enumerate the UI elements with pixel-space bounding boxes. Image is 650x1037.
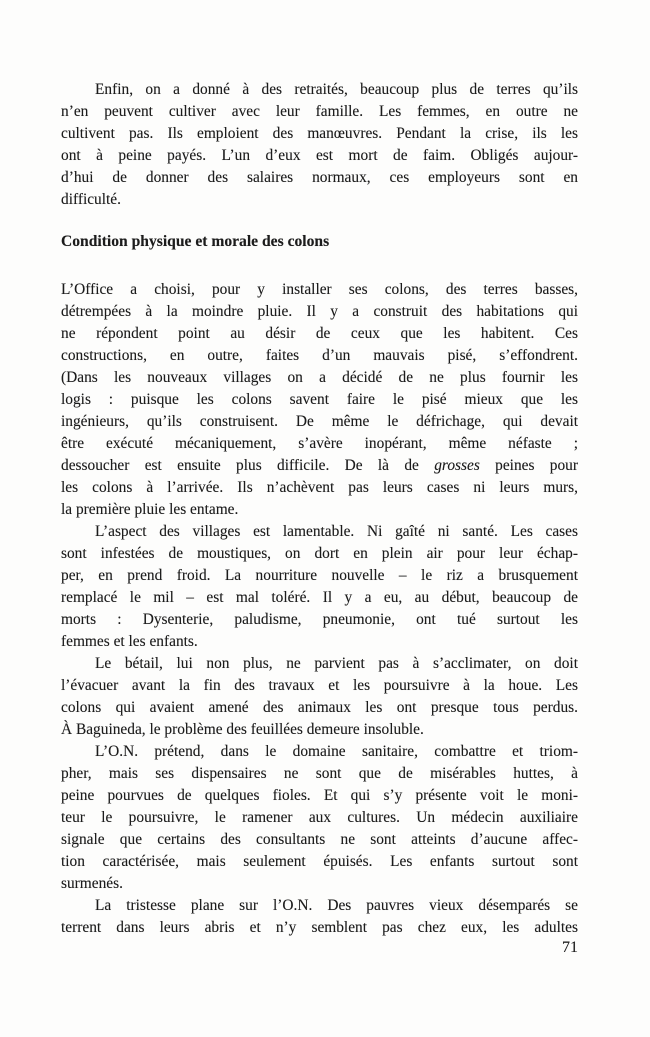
text-line: difficulté. [61, 191, 121, 208]
paragraph [61, 653, 578, 741]
text-line: morts : Dysenterie, paludisme, pneumonie, ont tué surtout les [61, 611, 578, 628]
text-line: peine pourvues de quelques fioles. Et qui s’y présente voit le moni- [61, 787, 578, 804]
text-line: l’évacuer avant la fin des travaux et les poursuivre à la houe. Les [61, 677, 578, 694]
page-number: 71 [562, 939, 578, 956]
italic-text: grosses [434, 457, 480, 474]
paragraph [61, 895, 578, 939]
text-line: L’O.N. prétend, dans le domaine sanitaire, combattre et triom- [95, 743, 578, 760]
text-line: sont infestées de moustiques, on dort en plein air pour leur échap- [61, 545, 578, 562]
section-heading: Condition physique et morale des colons [61, 233, 330, 250]
text-line [61, 455, 578, 477]
text-line: ne répondent point au désir de ceux que les habitent. Ces [61, 325, 578, 342]
paragraph [61, 279, 578, 521]
text-line: la première pluie les entame. [61, 501, 239, 518]
text-line: colons qui avaient amené des animaux les ont presque tous perdus. [61, 699, 578, 716]
text-line: n’en peuvent cultiver avec leur famille. Les femmes, en outre ne [61, 103, 578, 120]
text-line: d’hui de donner des salaires normaux, ces employeurs sont en [61, 169, 578, 186]
text-line: Le bétail, lui non plus, ne parvient pas à s’acclimater, on doit [95, 655, 578, 672]
text-line: L’aspect des villages est lamentable. Ni gaîté ni santé. Les cases [95, 523, 578, 540]
text-line: ingénieurs, qu’ils construisent. De même le défrichage, qui devait [61, 413, 578, 430]
text-line: L’Office a choisi, pour y installer ses colons, des terres basses, [61, 281, 578, 298]
paragraph [61, 521, 578, 653]
text-line: Enfin, on a donné à des retraités, beaucoup plus de terres qu’ils [95, 81, 578, 98]
text-run: dessoucher est ensuite plus difficile. De là de [61, 457, 435, 474]
text-line: À Baguineda, le problème des feuillées demeure insoluble. [61, 721, 424, 738]
text-line: La tristesse plane sur l’O.N. Des pauvres vieux désemparés se [95, 897, 578, 914]
text-line: femmes et les enfants. [61, 633, 198, 650]
text-line: surmenés. [61, 875, 123, 892]
text-line: (Dans les nouveaux villages on a décidé de ne plus fournir les [61, 369, 578, 386]
paragraph [61, 79, 578, 211]
page-text [61, 79, 578, 939]
text-run: peines pour [479, 457, 578, 474]
text-line: teur le poursuivre, le ramener aux cultures. Un médecin auxiliaire [61, 809, 578, 826]
text-line: tion caractérisée, mais seulement épuisés. Les enfants surtout sont [61, 853, 578, 870]
text-line: détrempées à la moindre pluie. Il y a construit des habitations qui [61, 303, 578, 320]
text-line: constructions, en outre, faites d’un mauvais pisé, s’effondrent. [61, 347, 578, 364]
paragraph [61, 741, 578, 895]
text-line: pher, mais ses dispensaires ne sont que de misérables huttes, à [61, 765, 578, 782]
text-line: logis : puisque les colons savent faire le pisé mieux que les [61, 391, 578, 408]
text-line: terrent dans leurs abris et n’y semblent pas chez eux, les adultes [61, 919, 578, 936]
text-line: les colons à l’arrivée. Ils n’achèvent pas leurs cases ni leurs murs, [61, 479, 578, 496]
text-line: remplacé le mil – est mal toléré. Il y a eu, au début, beaucoup de [61, 589, 578, 606]
text-line: per, en prend froid. La nourriture nouvelle – le riz a brusquement [61, 567, 578, 584]
text-line: signale que certains des consultants ne sont atteints d’aucune affec- [61, 831, 578, 848]
text-line: cultivent pas. Ils emploient des manœuvres. Pendant la crise, ils les [61, 125, 578, 142]
text-line: ont à peine payés. L’un d’eux est mort de faim. Obligés aujour- [61, 147, 578, 164]
text-line: être exécuté mécaniquement, s’avère inopérant, même néfaste ; [61, 435, 578, 452]
